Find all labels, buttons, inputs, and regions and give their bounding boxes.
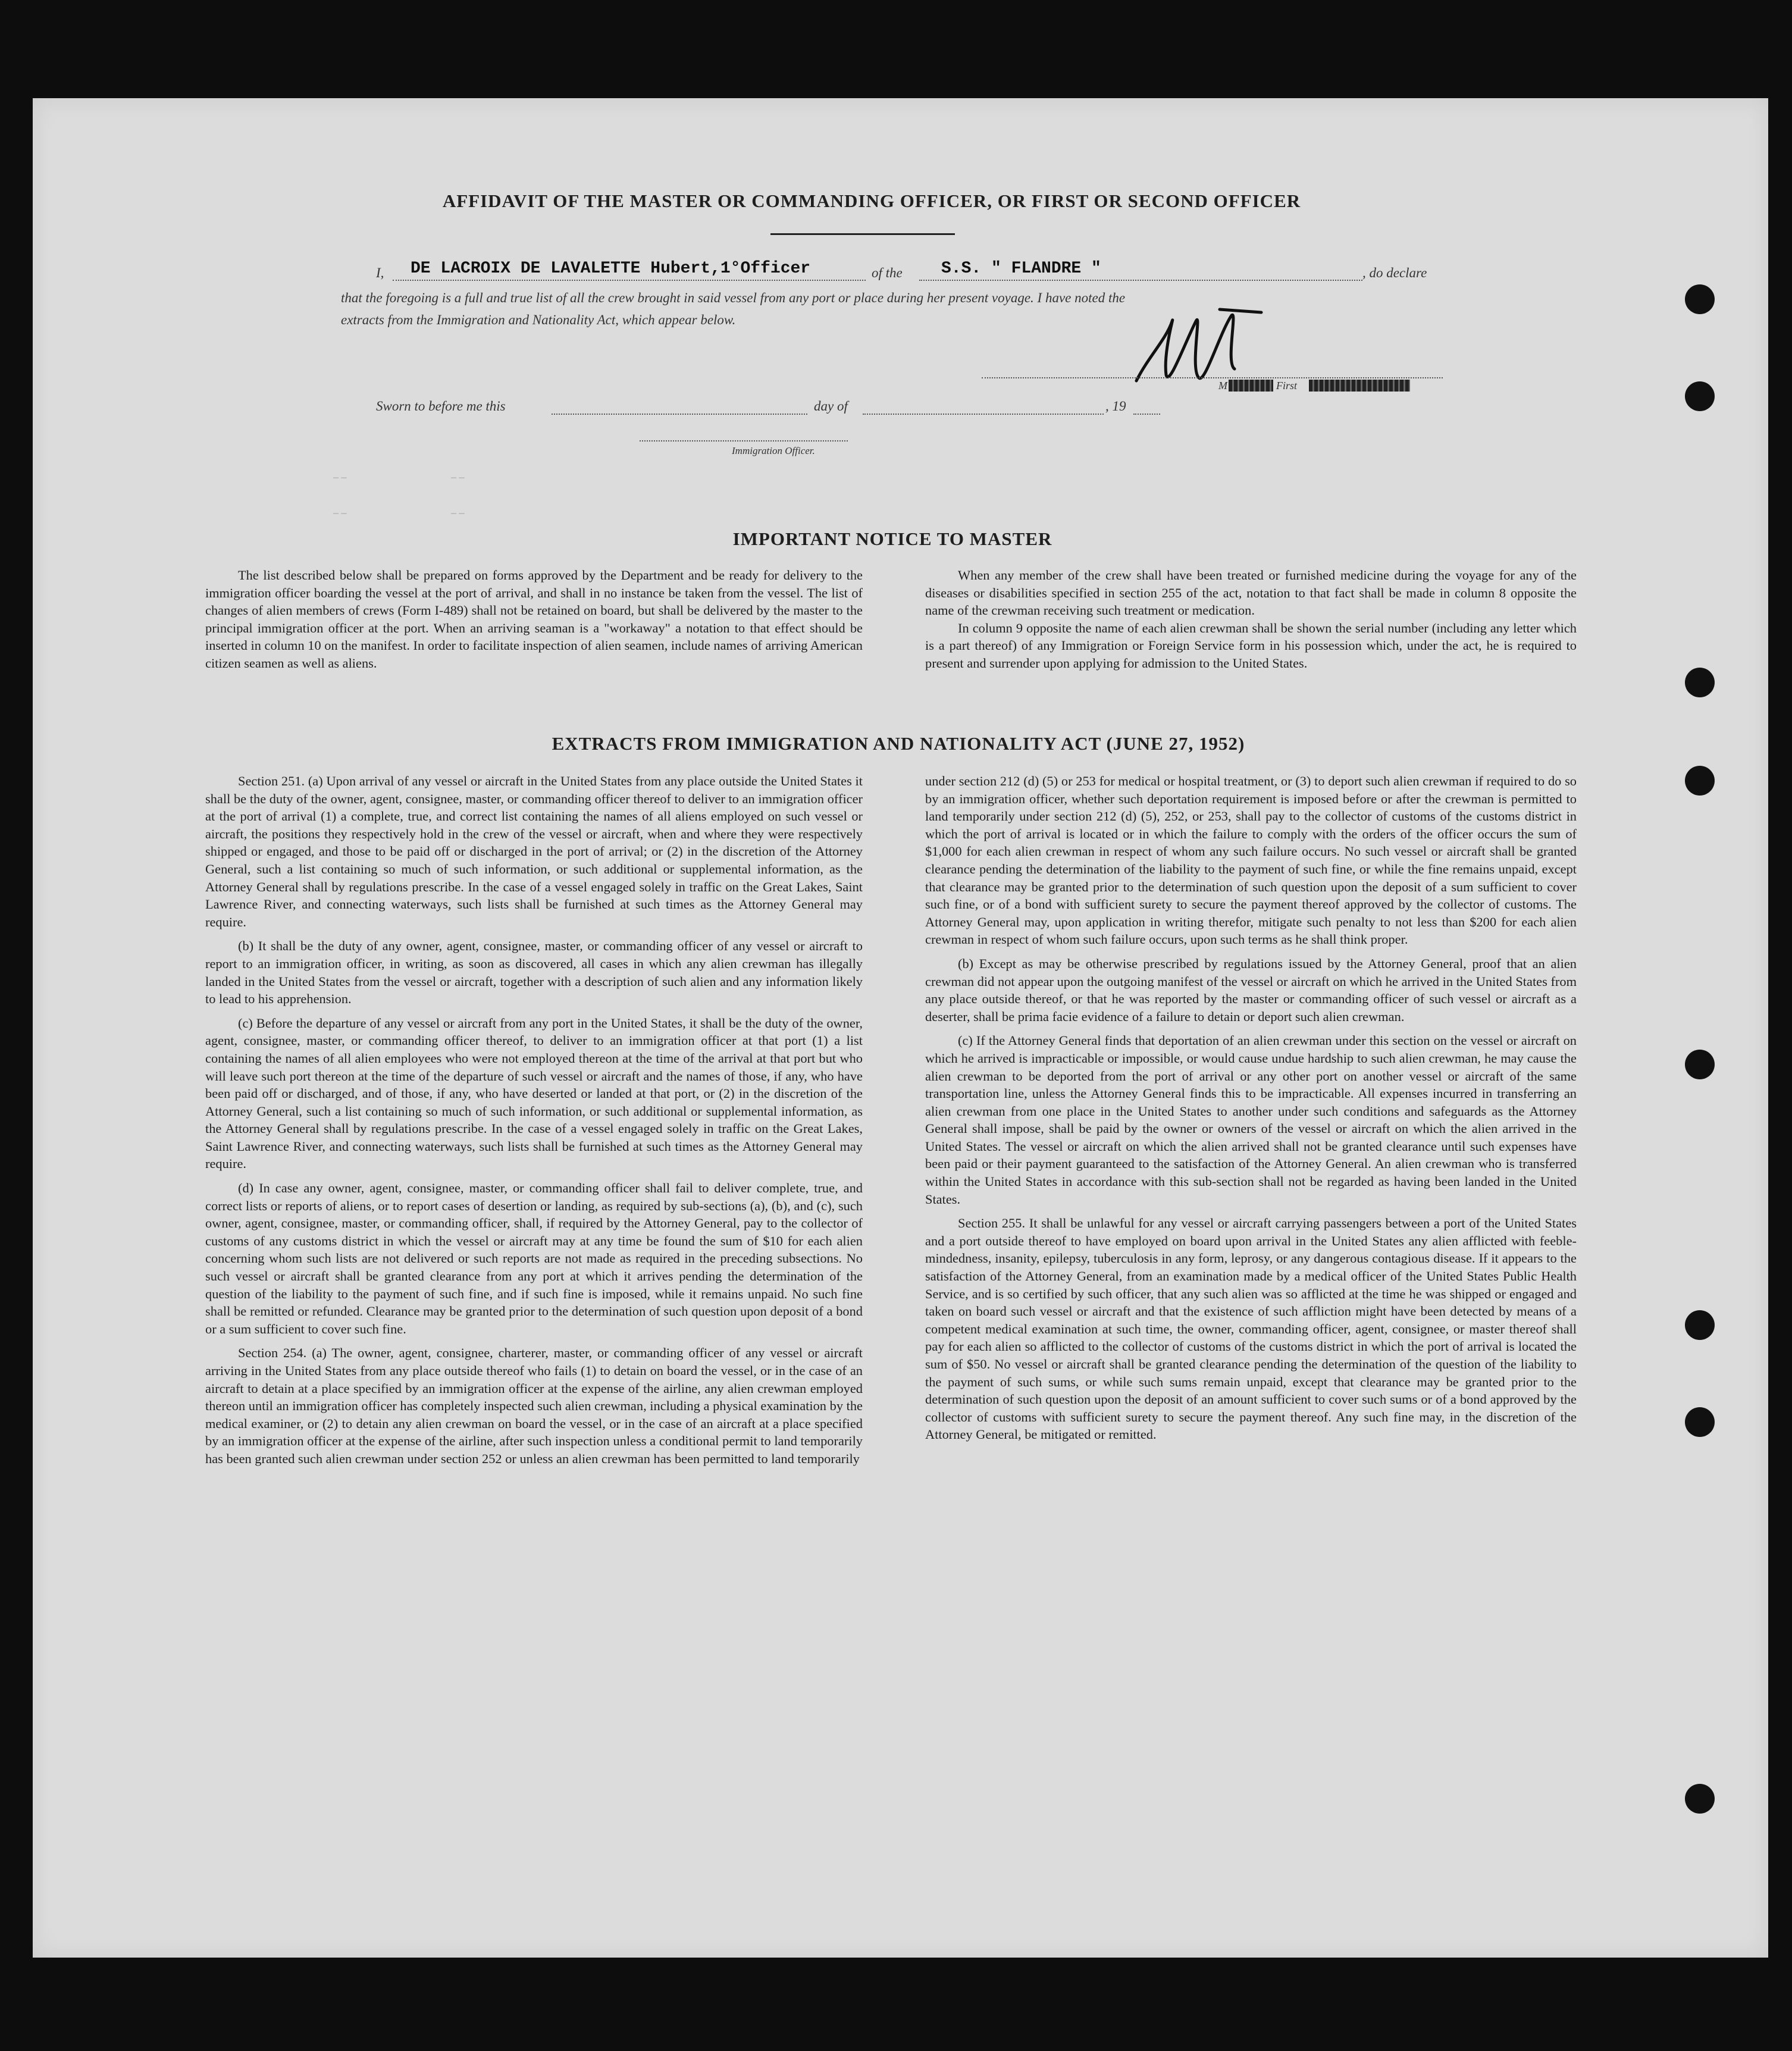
binder-hole — [1685, 1407, 1715, 1437]
officer-signature-line — [640, 440, 848, 441]
statute-paragraph: (c) Before the departure of any vessel or aircraft from any port in the United States, it shall be the duty of the owner, agent, consignee, master, or commanding officer thereof, to deliver to an immigration officer at that port (1) a list containing the names of all alien employees who were not employed thereon at the time of the arrival at that port but who will leave such port thereon at the time of the departure of such vessel or aircraft and the names of those, if any, who have been paid off or discharged, and of those, if any, who have deserted or landed at that port, or (2) in the discretion of the Attorney General, such a list containing so much of such information, or such additional or supplemental information, as the Attorney General shall by regulations prescribe. In the case of a vessel engaged solely in traffic on the Great Lakes, Saint Lawrence River, and connecting waterways, such lists shall be furnished at such times as the Attorney General may require. — [205, 1015, 863, 1172]
statute-paragraph: (b) It shall be the duty of any owner, agent, consignee, master, or commanding officer of any vessel or aircraft to report to an immigration officer, in writing, as soon as discovered, all cases in which any alien crewman has illegally landed in the United States from the vessel or aircraft, together with a description of such alien and any information likely to lead to his apprehension. — [205, 938, 863, 1007]
extracts-right-column — [925, 772, 1577, 1450]
strikeout-mark — [1229, 380, 1273, 392]
extracts-left-column — [205, 772, 863, 1474]
statute-paragraph: (b) Except as may be otherwise prescribed by regulations issued by the Attorney General, proof that an alien crewman did not appear upon the outgoing manifest of the vessel or aircraft on which he arrived in the United States from any place outside thereof, or that he was reported by the master or commanding officer of such vessel or aircraft as a deserter, shall be prima facie evidence of a failure to detain or deport such alien crewman. — [925, 956, 1577, 1024]
binder-hole — [1685, 766, 1715, 796]
statute-paragraph: Section 254. (a) The owner, agent, consignee, charterer, master, or commanding officer of any vessel or aircraft arriving in the United States from any place outside thereof who fails (1) to detain on board the vessel, or in the case of an aircraft to detain at a place specified by an immigration officer at the expense of the airline, any alien crewman employed thereon until an immigration officer has completely inspected such alien crewman, including a physical examination by the medical examiner, or (2) to detain any alien crewman on board the vessel, or in the case of an aircraft at a place specified by an immigration officer at the expense of the airline, after such inspection unless a conditional permit to land temporarily has been granted such alien crewman under section 252 or unless an alien crewman has been permitted to land temporarily — [205, 1345, 863, 1466]
statute-paragraph: Section 255. It shall be unlawful for any vessel or aircraft carrying passengers between a port of the United States and a port outside thereof to have employed on board upon arrival in the United States any alien afflicted with feeble-mindedness, insanity, epilepsy, tuberculosis in any form, leprosy, or any dangerous contagious disease. If it appears to the satisfaction of the Attorney General, from an examination made by a medical officer of the United States Public Health Service, and is so certified by such officer, that any such alien was so afflicted at the time he was shipped or engaged and taken on board such vessel or aircraft and that the existence of such affliction might have been detected by means of a competent medical examination at such time, the owner, commanding officer, agent, consignee, or master thereof shall pay for each alien so afflicted to the collector of customs of the customs district in which the port of arrival is located the sum of $50. No vessel or aircraft shall be granted clearance pending the determination of the question of the liability to the payment of such sums, or while such sums remain unpaid, except that clearance may be granted prior to the determination of such question upon the deposit of an amount sufficient to cover such sums or of a bond approved by the collector of customs with sufficient surety to secure the payment thereof. Any such fine may, in the discretion of the Attorney General, be mitigated or remitted. — [925, 1216, 1577, 1442]
statement-line-2: extracts from the Immigration and Nationality Act, which appear below. — [341, 312, 736, 327]
faint-marks: _ _ _ _ — [333, 503, 465, 515]
faint-marks: _ _ _ _ — [333, 467, 465, 479]
sworn-year-line — [1133, 414, 1160, 415]
binder-hole — [1685, 284, 1715, 314]
strikeout-mark — [1309, 380, 1410, 392]
statement-line-1: that the foregoing is a full and true list of all the crew brought in said vessel from any port or place during her present voyage. I have noted the — [341, 290, 1126, 305]
notice-right-column — [925, 566, 1577, 679]
notice-left-column — [205, 566, 863, 679]
sworn-day-line — [552, 414, 807, 415]
affidavit-title: AFFIDAVIT OF THE MASTER OR COMMANDING OFFICER, OR FIRST OR SECOND OFFICER — [442, 190, 1301, 211]
notice-right-paragraph: When any member of the crew shall have been treated or furnished medicine during the voyage for any of the diseases or disabilities specified in section 255 of the act, notation to that fact shall be made in column 8 opposite the name of the crewman receiving such treatment or medication. — [925, 568, 1577, 618]
statute-paragraph: under section 212 (d) (5) or 253 for medical or hospital treatment, or (3) to deport such alien crewman if required to do so by an immigration officer, whether such deportation requirement is imposed before or after the crewman is permitted to land temporarily under section 212 (d) (5), 252, or 253, shall pay to the collector of customs of the customs district in which the port of arrival is located or in which the failure to comply with the orders of the officer occurs the sum of $1,000 for each alien crewman in respect of whom any such failure occurs. No such vessel or aircraft shall be granted clearance pending the determination of the liability to the payment of such fine, or while the fine remains unpaid, except that clearance may be granted prior to the determination of such question upon the deposit of a sum sufficient to cover such fine, or of a bond with sufficient surety to secure the payment thereof approved by the collector of customs. The Attorney General may, upon application in writing therefor, mitigate such penalty to not less than $200 for each alien crewman in respect of whom such failure occurs, upon such terms as he shall think proper. — [925, 774, 1577, 947]
binder-hole — [1685, 1310, 1715, 1340]
binder-hole — [1685, 381, 1715, 411]
statute-paragraph: (c) If the Attorney General finds that deportation of an alien crewman under this section on the vessel or aircraft on which he arrived is impracticable or impossible, or would cause undue hardship to such alien crewman, he may cause the alien crewman to be deported from the port of arrival or any other port on another vessel or aircraft of the same transportation line, unless the Attorney General finds this to be impracticable. All expenses incurred in transferring an alien crewman from one place in the United States to another under such conditions and safeguards as the Attorney General shall impose, shall be paid by the owner or owners of the vessel or aircraft on which the alien arrived in the United States. The vessel or aircraft on which the alien arrived shall not be granted clearance until such expenses have been paid or their payment guaranteed to the satisfaction of the Attorney General. An alien crewman who is transferred within the United States in accordance with this sub-section shall not be regarded as having been landed in the United States. — [925, 1033, 1577, 1207]
i-label: I, — [376, 265, 384, 280]
statute-paragraph: Section 251. (a) Upon arrival of any vessel or aircraft in the United States from any place outside the United States it shall be the duty of the owner, agent, consignee, master, or commanding officer thereof to deliver to an immigration officer at the port of arrival (1) a complete, true, and correct list containing the names of all aliens employed on such vessel or aircraft, the positions they respectively hold in the crew of the vessel or aircraft, when and where they were respectively shipped or engaged, and those to be paid off or discharged in the port of arrival; or (2) in the discretion of the Attorney General, such a list containing so much of such information, or such additional or supplemental information, as the Attorney General shall by regulations prescribe. In the case of a vessel engaged solely in traffic on the Great Lakes, Saint Lawrence River, and connecting waterways, such lists shall be furnished at such times as the Attorney General may require. — [205, 774, 863, 929]
notice-title: IMPORTANT NOTICE TO MASTER — [732, 528, 1052, 549]
name-line — [393, 280, 866, 281]
signature-caption-prefix: M — [1218, 380, 1227, 392]
binder-hole — [1685, 1784, 1715, 1814]
day-of-label: day of — [814, 399, 848, 414]
notice-left-paragraph: The list described below shall be prepared on forms approved by the Department and be ready for delivery to the immigration officer boarding the vessel at the port of arrival, and shall in no instance be taken from the vessel. The list of changes of alien members of crews (Form I-489) shall not be retained on board, but shall be delivered by the master to the principal immigration officer at the port. When an arriving seaman is a "workaway" a notation to that effect should be inserted in column 10 on the manifest. In order to facilitate inspection of alien seamen, include names of arriving American citizen seamen as well as aliens. — [205, 568, 863, 671]
vessel-line — [919, 280, 1362, 281]
year-label: , 19 — [1105, 399, 1126, 414]
notice-right-paragraph: In column 9 opposite the name of each alien crewman shall be shown the serial number (including any letter which is a part thereof) of any Immigration or Foreign Service form in his possession which, under the act, he is required to present and surrender upon applying for admission to the United States. — [925, 620, 1577, 671]
binder-hole — [1685, 668, 1715, 697]
sworn-label: Sworn to before me this — [376, 399, 506, 414]
vessel-name-field[interactable]: S.S. " FLANDRE " — [941, 259, 1101, 278]
sworn-month-line — [863, 414, 1104, 415]
of-the-label: of the — [872, 265, 903, 280]
binder-hole — [1685, 1050, 1715, 1079]
officer-name-field[interactable]: DE LACROIX DE LAVALETTE Hubert,1°Officer — [411, 259, 811, 278]
signature — [1130, 298, 1285, 393]
immigration-officer-label: Immigration Officer. — [732, 445, 815, 456]
signature-caption-mid: First — [1276, 380, 1298, 392]
signature-line — [982, 377, 1443, 378]
title-divider — [770, 233, 955, 235]
statute-paragraph: (d) In case any owner, agent, consignee, master, or commanding officer shall fail to deliver complete, true, and correct lists or reports of aliens, or to report cases of desertion or landing, as required by sub-sections (a), (b), and (c), such owner, agent, consignee, master, or commanding officer, shall, if required by the Attorney General, pay to the collector of customs of any customs district in which the vessel or aircraft may at any time be found the sum of $10 for each alien concerning whom such lists are not delivered or such reports are not made as required in the preceding subsections. No such vessel or aircraft shall be granted clearance from any port at which it arrives pending the determination of the question of the liability to the payment of such fine, and if such fine is imposed, while it remains unpaid. No such fine shall be remitted or refunded. Clearance may be granted prior to the determination of such question upon deposit of a bond or a sum sufficient to cover such fine. — [205, 1181, 863, 1336]
extracts-title: EXTRACTS FROM IMMIGRATION AND NATIONALITY ACT (JUNE 27, 1952) — [552, 733, 1245, 754]
do-declare-label: , do declare — [1362, 265, 1427, 280]
